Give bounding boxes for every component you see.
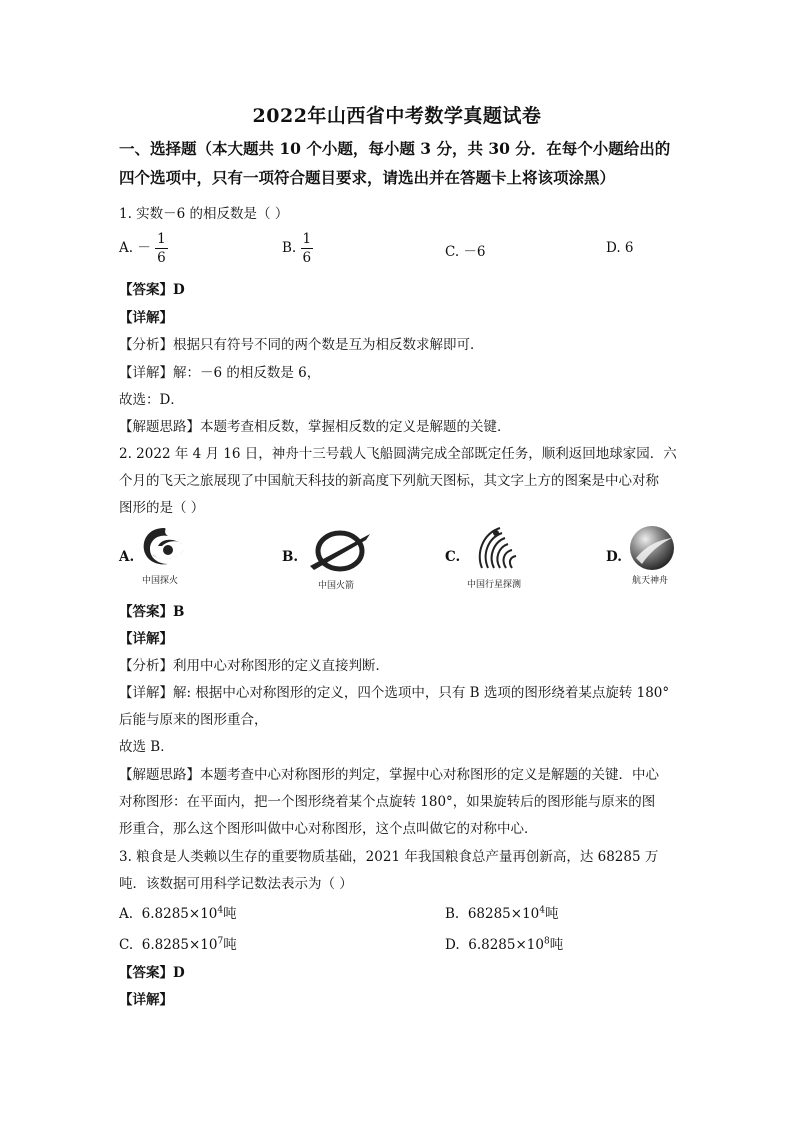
q2-option-a-caption: 中国探火 bbox=[142, 576, 179, 586]
q1-option-a-fraction bbox=[155, 230, 168, 267]
q2-detail-heading: 【详解】 bbox=[119, 631, 173, 647]
planetary-exploration-icon bbox=[472, 524, 528, 574]
china-mars-icon bbox=[138, 524, 190, 570]
q1-option-c: C. －6 bbox=[445, 244, 486, 260]
q3-stem-line2: 吨．该数据可用科学记数法表示为（ ） bbox=[119, 876, 353, 892]
q3-option-b-label: B. bbox=[445, 906, 460, 922]
q1-analysis: 【分析】根据只有符号不同的两个数是互为相反数求解即可． bbox=[119, 337, 484, 353]
q1-answer: 【答案】D bbox=[119, 282, 185, 298]
q3-option-d-label: D. bbox=[445, 937, 460, 953]
q1-thinking: 【解题思路】本题考查相反数，掌握相反数的定义是解题的关键． bbox=[119, 419, 511, 435]
q2-option-c-caption: 中国行星探测 bbox=[467, 580, 522, 590]
q3-option-c-base: 6.8285×10 bbox=[141, 937, 218, 953]
q3-option-d-exponent: 8 bbox=[543, 936, 550, 947]
q1-option-b-denominator: 6 bbox=[302, 250, 312, 266]
q2-stem-line3: 图形的是（ ） bbox=[119, 500, 205, 516]
q2-detail-line2: 后能与原来的图形重合， bbox=[119, 712, 268, 728]
q2-option-d-label: D. bbox=[606, 549, 622, 565]
q1-option-a-sign: － bbox=[137, 240, 151, 256]
shenzhou-icon bbox=[628, 524, 676, 572]
q2-option-d-caption: 航天神舟 bbox=[632, 576, 669, 586]
q1-detail-heading: 【详解】 bbox=[119, 310, 173, 326]
q1-option-b-fraction bbox=[301, 230, 314, 267]
q3-option-a bbox=[119, 902, 237, 922]
page-title: 2022年山西省中考数学真题试卷 bbox=[252, 105, 542, 127]
q2-answer: 【答案】B bbox=[119, 604, 185, 620]
q2-analysis: 【分析】利用中心对称图形的定义直接判断． bbox=[119, 658, 389, 674]
q2-option-b-label: B. bbox=[282, 549, 299, 565]
q2-stem-line1: 2. 2022 年 4 月 16 日，神舟十三号载人飞船圆满完成全部既定任务，顺利返回地球家园．六 bbox=[119, 446, 677, 462]
q2-thinking-line3: 形重合，那么这个图形叫做中心对称图形，这个点叫做它的对称中心． bbox=[119, 821, 538, 837]
q1-option-a bbox=[119, 230, 168, 267]
q3-option-c-label: C. bbox=[119, 937, 134, 953]
q2-thinking-line1: 【解题思路】本题考查中心对称图形的判定，掌握中心对称图形的定义是解题的关键．中心 bbox=[119, 767, 659, 783]
q3-option-c-unit: 吨 bbox=[223, 937, 237, 953]
q2-option-a-label: A. bbox=[119, 549, 135, 565]
q1-option-b-label: B. bbox=[282, 240, 297, 256]
q2-option-c-label: C. bbox=[445, 549, 461, 565]
q1-option-b bbox=[282, 230, 313, 267]
q3-detail-heading: 【详解】 bbox=[119, 992, 173, 1008]
q1-detail: 【详解】解：－6 的相反数是 6， bbox=[119, 365, 321, 381]
q2-choose: 故选 B． bbox=[119, 739, 174, 755]
china-rocket-icon bbox=[306, 526, 374, 576]
q3-option-d-base: 6.8285×10 bbox=[468, 937, 544, 953]
q2-option-b-caption: 中国火箭 bbox=[318, 581, 355, 591]
q1-option-d: D. 6 bbox=[606, 240, 634, 256]
q3-option-b-exponent: 4 bbox=[539, 905, 545, 916]
q3-option-d-unit: 吨 bbox=[549, 937, 564, 953]
q3-option-a-base: 6.8285×10 bbox=[141, 906, 218, 922]
q3-option-d bbox=[445, 933, 563, 953]
q3-option-a-unit: 吨 bbox=[223, 906, 237, 922]
q3-option-c bbox=[119, 933, 237, 953]
q2-thinking-line2: 对称图形：在平面内，把一个图形绕着某个点旋转 180°，如果旋转后的图形能与原来的图 bbox=[119, 794, 656, 810]
q1-option-b-numerator: 1 bbox=[302, 231, 312, 247]
q3-option-b bbox=[445, 902, 558, 922]
q2-stem-line2: 个月的飞天之旅展现了中国航天科技的新高度下列航天图标，其文字上方的图案是中心对称 bbox=[119, 473, 659, 489]
q1-option-a-numerator: 1 bbox=[157, 231, 166, 247]
q3-option-a-exponent: 4 bbox=[217, 905, 224, 916]
q3-answer: 【答案】D bbox=[119, 965, 185, 981]
q2-detail-line1: 【详解】解: 根据中心对称图形的定义，四个选项中，只有 B 选项的图形绕着某点旋转 180° bbox=[119, 685, 670, 701]
q1-stem: 1. 实数－6 的相反数是（ ） bbox=[119, 206, 289, 222]
section-heading-line2: 四个选项中，只有一项符合题目要求，请选出并在答题卡上将该项涂黑） bbox=[119, 168, 616, 187]
q3-option-a-label: A. bbox=[119, 906, 134, 922]
q1-choose: 故选：D． bbox=[119, 392, 184, 408]
q3-option-c-exponent: 7 bbox=[217, 936, 224, 947]
section-heading-line1: 一、选择题（本大题共 10 个小题，每小题 3 分，共 30 分．在每个小题给出的 bbox=[119, 139, 671, 158]
q1-option-a-label: A. bbox=[119, 240, 134, 256]
q3-option-b-base: 68285×10 bbox=[467, 906, 540, 922]
q1-option-a-denominator: 6 bbox=[157, 250, 166, 266]
q3-option-b-unit: 吨 bbox=[544, 906, 559, 922]
q3-stem-line1: 3. 粮食是人类赖以生存的重要物质基础，2021 年我国粮食总产量再创新高，达 68285 万 bbox=[119, 849, 659, 865]
